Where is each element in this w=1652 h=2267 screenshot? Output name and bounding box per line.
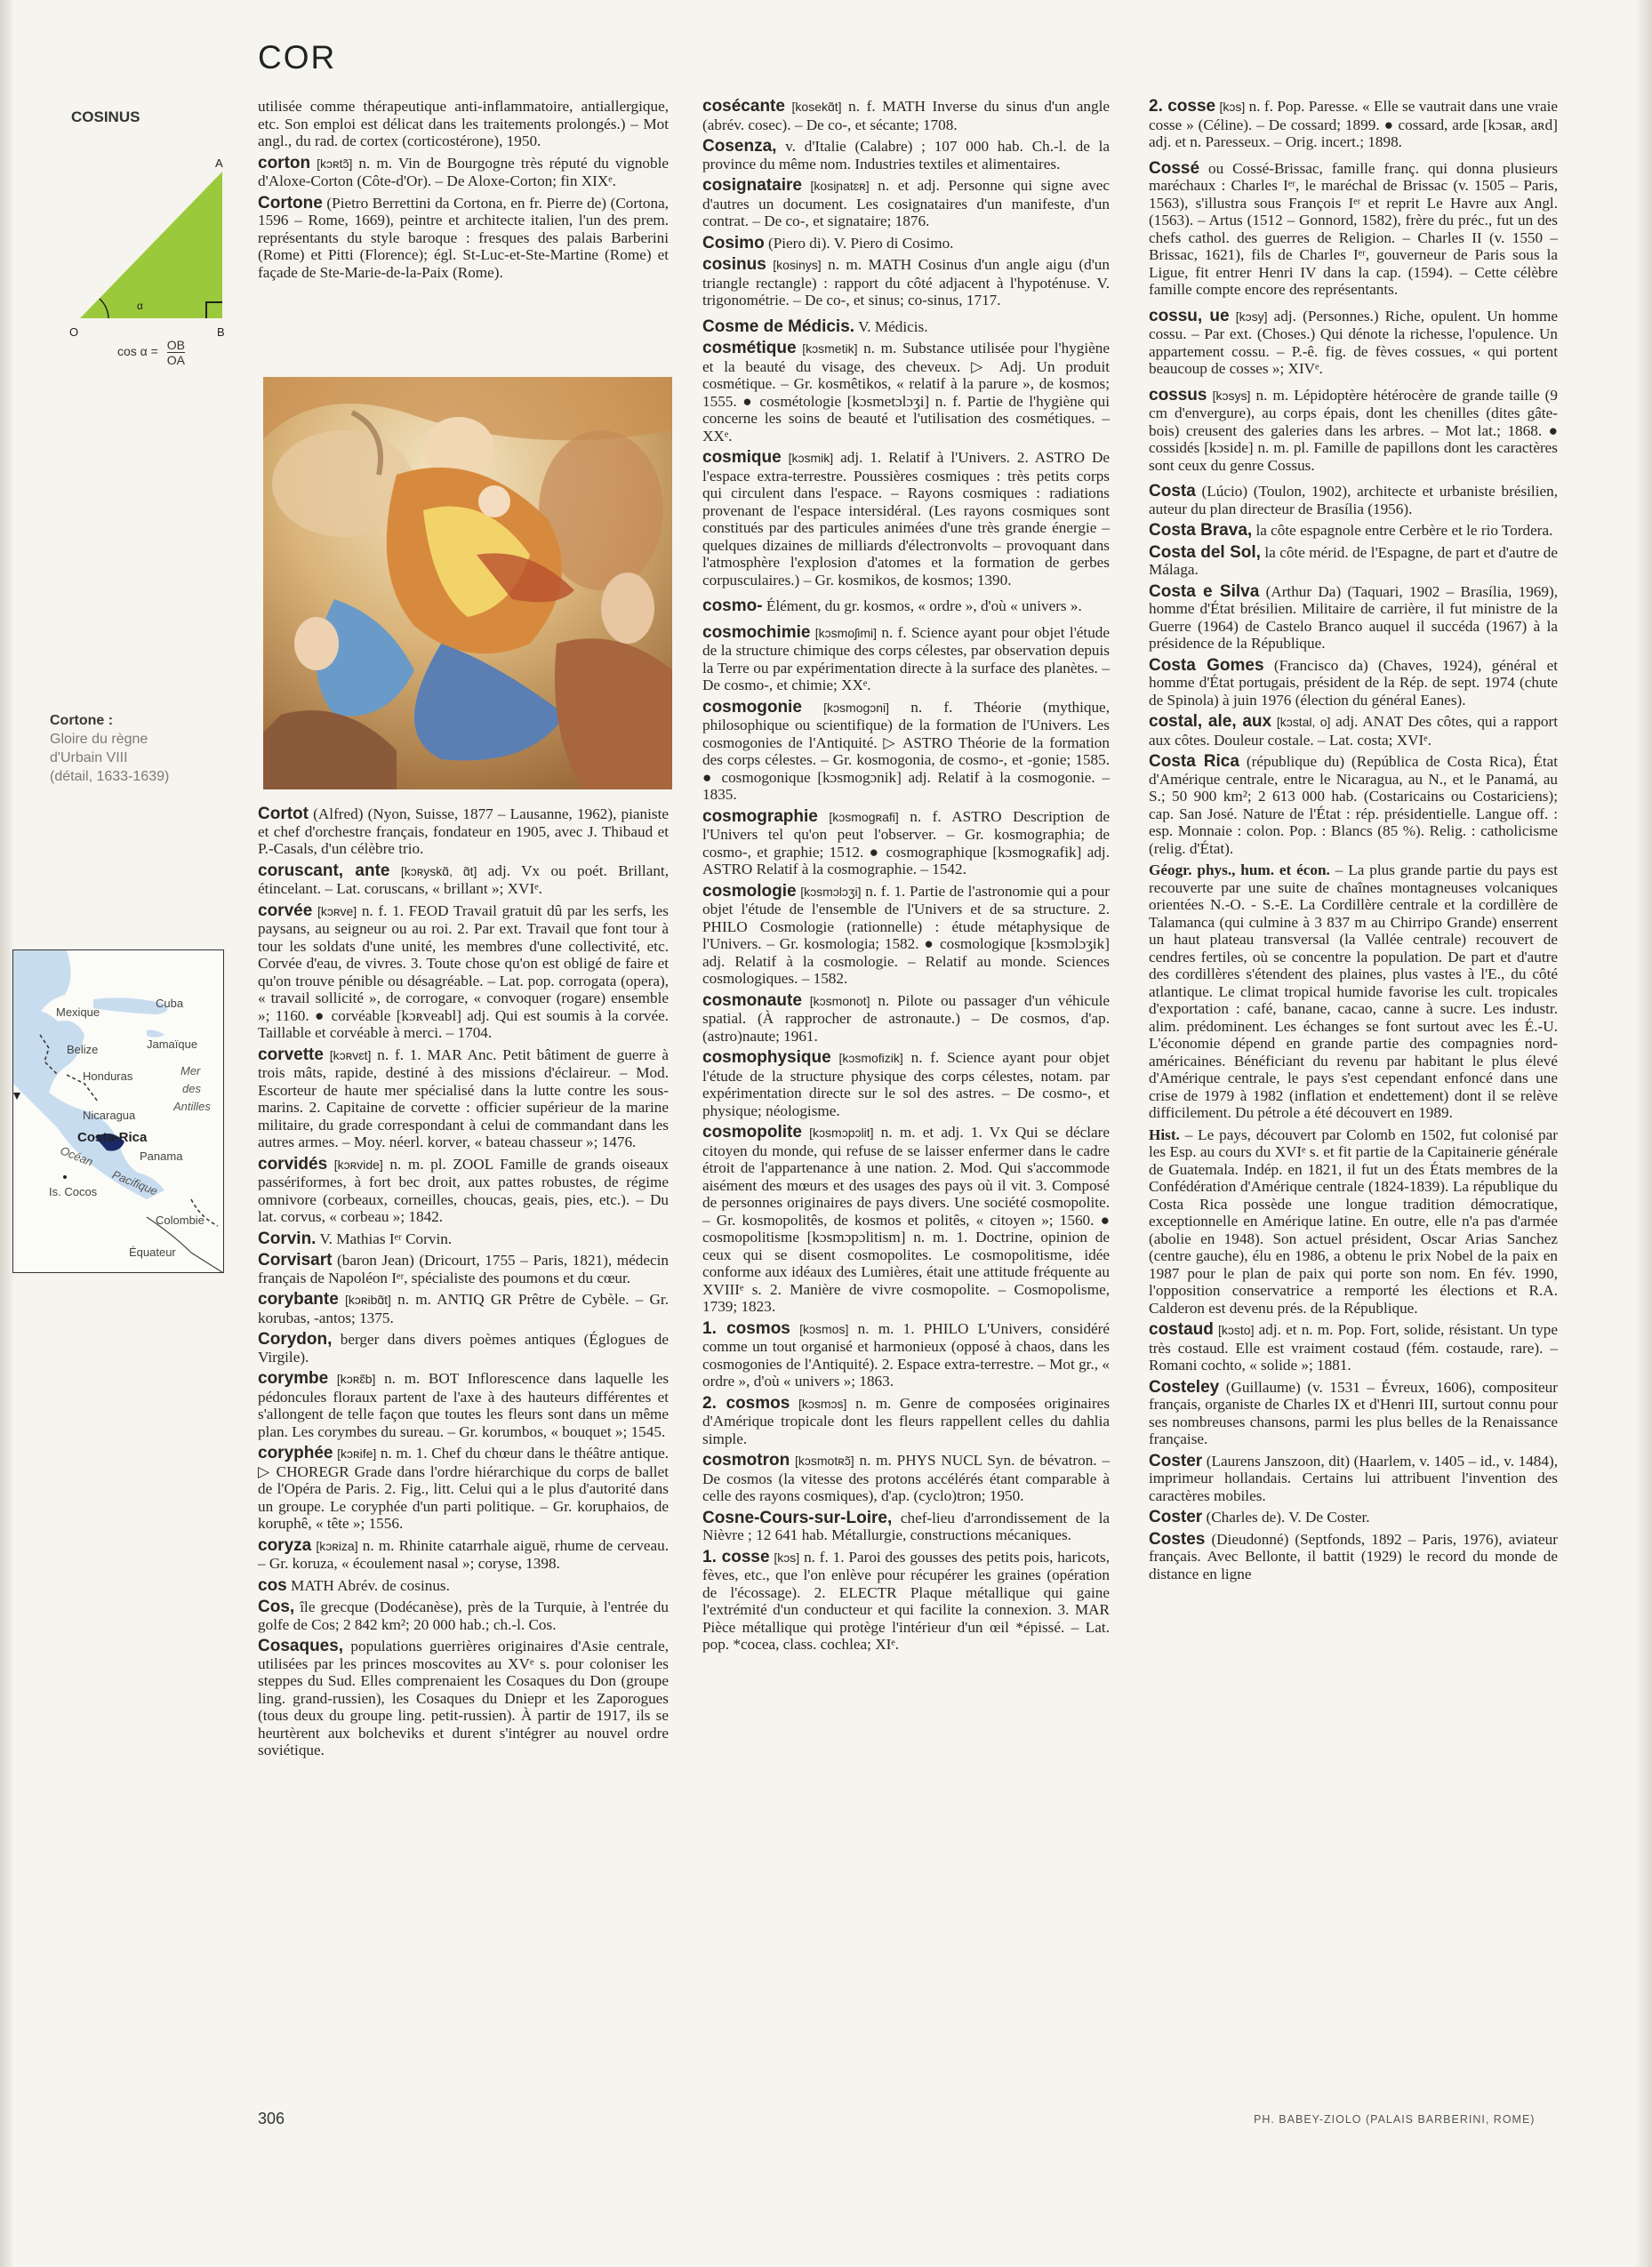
entry-costeley: Costeley (Guillaume) (v. 1531 – Évreux, 1606), compositeur français, organiste de Charles IX et d'Henri III, surtout connu pour ses nombreuses chansons, parmi les plus belles de la Renaissance française. — [1149, 1377, 1558, 1447]
triangle-shape — [80, 172, 222, 318]
entry-cosse-2: 2. cosse [kɔs] n. f. Pop. Paresse. « Elle se vautrait dans une vraie cosse » (Céline). – De cossard; 1899. ● cossard, arde [kɔsaʀ, aʀd] adj. et n. Paresseux. – Orig. incert.; 1898. — [1149, 97, 1559, 150]
angle-label: α — [137, 300, 143, 312]
cosinus-triangle-diagram — [53, 132, 231, 336]
entry-cosmos-2: 2. cosmos [kɔsmɔs] n. m. Genre de composées originaires d'Amérique tropicale dont les fleurs rappellent celles du dahlia simple. — [702, 1393, 1111, 1447]
entry-corton: corton [kɔʀtɔ̃] n. m. Vin de Bourgogne très réputé du vignoble d'Aloxe-Corton (Côte-d'Or). – De Aloxe-Corton; fin XIXᵉ. — [258, 153, 670, 189]
entry-cosmologie: cosmologie [kɔsmɔlɔʒi] n. f. 1. Partie de l'astronomie qui a pour objet l'étude de l'ensemble de l'Univers et de sa structure. 2. PHILO Cosmologie (rationnelle) : étude métaphysique de l'Univers. – Gr. kosmologia; 1582. ● cosmologique [kɔsmɔlɔʒik] adj. Relatif à la cosmologie. – Relatif au monde. Sciences cosmologiques. – 1582. — [702, 881, 1111, 987]
map-label-nicaragua: Nicaragua — [83, 1109, 136, 1122]
caption-line-3: (détail, 1633-1639) — [50, 769, 170, 784]
entry-cosne-cours-sur-loire: Cosne-Cours-sur-Loire, chef-lieu d'arrondissement de la Nièvre ; 12 641 hab. Métallurgie, constructions mécaniques. — [702, 1508, 1110, 1543]
entry-cosaques: Cosaques, populations guerrières originaires d'Asie centrale, utilisées par les princes moscovites au XVᵉ s. pour coloniser les steppes du Sud. Elles comprenaient les Cosaques du Don (groupe ling. grand-russien), les Cosaques du Dniepr et les Zaporogues (tous deux du groupe ling. petit-russien). À partir de 1917, ils se heurtèrent aux bolcheviks et durent s'intégrer au nouvel ordre soviétique. — [258, 1637, 669, 1758]
entry-corvette: corvette [kɔʀvɛt] n. f. 1. MAR Anc. Petit bâtiment de guerre à trois mâts, rapide, destiné à des missions d'éclaireur. – Mod. Escorteur de haute mer spécialisé dans la lutte contre les sous-marins. 2. Capitaine de corvette : officier supérieur de la marine militaire, du grade correspondant à celui de commandant dans les autres armes. – Moy. néerl. korver, « bateau chasseur »; 1476. — [258, 1045, 670, 1150]
entry-cosme-de-medicis: Cosme de Médicis. V. Médicis. — [702, 316, 928, 336]
entry-costaud: costaud [kɔsto] adj. et n. m. Pop. Fort, solide, résistant. Un type très costaud. Elle est vraiment costaud (fém. costaude, rare). – Romani cochto, « solide »; 1881. — [1149, 1320, 1558, 1374]
entry-cosmotron: cosmotron [kɔsmotʀɔ̃] n. m. PHYS NUCL Syn. de bévatron. – De cosmos (la vitesse des protons accélérés étant comparable à celle des rayons cosmiques), d'ap. (cyclo)tron; 1950. — [702, 1451, 1110, 1504]
entry-corybante: corybante [kɔʀibɑ̃t] n. m. ANTIQ GR Prêtre de Cybèle. – Gr. korubas, -antos; 1375. — [258, 1290, 670, 1326]
entry-cosmographie: cosmographie [kɔsmogʀafi] n. f. ASTRO Description de l'Univers tel qu'on peut l'observer. – Gr. kosmographia; de cosmo-, et graphie; 1512. ● cosmographique [kɔsmogʀafik] adj. ASTRO Relatif à la cosmographie. – 1542. — [702, 806, 1110, 877]
page-number: 306 — [258, 2110, 285, 2127]
entry-coryphee: coryphée [kɔʀife] n. m. 1. Chef du chœur dans le théâtre antique. ▷ CHOREGR Grade dans l'ordre hiérarchique du corps de ballet de l'Opéra de Paris. 2. Fig., litt. Celui qui a le plus d'autorité dans un groupe. Le coryphée d'un parti politique. – Gr. koruphaios, de koruphê, « tête »; 1556. — [258, 1444, 670, 1532]
cosinus-title: COSINUS — [71, 108, 140, 125]
map-label-mer: Mer — [180, 1064, 201, 1077]
cosinus-formula — [117, 338, 185, 367]
map-label-pacifique: Pacifique — [110, 1167, 160, 1198]
caption-line-2: d'Urbain VIII — [50, 750, 128, 765]
entry-costa-brava: Costa Brava, la côte espagnole entre Cerbère et le rio Tordera. — [1149, 521, 1553, 540]
costa-rica-locator-map — [12, 949, 224, 1273]
entry-cosmochimie: cosmochimie [kɔsmoʃimi] n. f. Science ayant pour objet l'étude de la structure chimique des corps célestes, par observation depuis la Terre ou par expérimentation directe à la surface des planètes. – De cosmo-, et chimie; XXᵉ. — [702, 622, 1111, 693]
entry-cosmique: cosmique [kɔsmik] adj. 1. Relatif à l'Univers. 2. ASTRO De l'espace extra-terrestre. Poussières cosmiques : très petits corps qui circulent dans l'espace. – Rayons cosmiques : radiations provenant de l'espace intersidéral. (Les rayons cosmiques sont constitués par des particules animées d'une très grande énergie – quelques dizaines de milliards d'électronvolts – provoquant dans l'atmosphère l'explosion d'atomes et la formation de gerbes corpusculaires.) – Gr. kosmikos, de kosmos; 1390. — [702, 448, 1111, 589]
map-label-equateur: Équateur — [129, 1246, 176, 1259]
painting-illustration — [263, 377, 672, 789]
entry-coster-laurens: Coster (Laurens Janszoon, dit) (Haarlem, v. 1405 – id., v. 1484), imprimeur hollandais. Certains lui attribuent l'invention des caractères mobiles. — [1149, 1451, 1559, 1504]
map-label-mexique: Mexique — [56, 1005, 100, 1019]
entry-cosmos-1: 1. cosmos [kɔsmos] n. m. 1. PHILO L'Univers, considéré comme un tout organisé et harmonieux (opposé à chaos, dans les cosmogonies de l'Antiquité). 2. Espace extra-terrestre. – Mot gr., « ordre », d'où « univers »; 1863. — [702, 1318, 1111, 1390]
running-header: COR — [258, 39, 337, 76]
map-label-honduras: Honduras — [83, 1069, 133, 1083]
entry-cortot: Cortot (Alfred) (Nyon, Suisse, 1877 – Lausanne, 1962), pianiste et chef d'orchestre français, fondateur en 1905, avec J. Thibaud et P.-Casals, d'un célèbre trio. — [258, 805, 670, 857]
entry-cossu: cossu, ue [kɔsy] adj. (Personnes.) Riche, opulent. Un homme cossu. – Par ext. (Choses.) Qui dénote la richesse, l'opulence. Un appartement cossu. – P.-ê. fig. de fèves cossues, « qui portent beaucoup de cosses »; XIVᵉ. — [1149, 306, 1558, 377]
entry-costa: Costa (Lúcio) (Toulon, 1902), architecte et urbaniste brésilien, auteur du plan directeur de Brasília (1956). — [1149, 482, 1558, 517]
map-label-panama: Panama — [140, 1150, 183, 1163]
entry-coster-charles: Coster (Charles de). V. De Coster. — [1149, 1508, 1370, 1526]
entry-costa-rica: Costa Rica (république du) (República de Costa Rica), État d'Amérique centrale, entre le Nicaragua, au N., et le Panamá, au S.; 50 900 km²; 2 613 000 hab. (Costaricains ou Costariciens); cap. San José. Nature de l'État : rép. présidentielle. Langue off. : esp. Monnaie : colon. Pop. : Blancs (85 %). Relig. : catholicisme (relig. d'État). — [1149, 752, 1559, 857]
vertex-b-label: B — [217, 325, 225, 336]
entry-corvee: corvée [kɔʀve] n. f. 1. FEOD Travail gratuit dû par les serfs, les paysans, au seigneur ou au roi. 2. Par ext. Travail que font tour à tour les soldats d'une unité, les membres d'une collectivité, etc. Corvée d'eau, de vivres. 3. Toute chose qu'on est obligé de faire et qu'on trouve pénible ou désagréable. – Lat. pop. corrogata (opera), « travail sollicité », de corrogare, « convoquer (rogare) ensemble »; 1160. ● corvéable [kɔʀveabl] adj. Qui est soumis à la corvée. Taillable et corvéable à merci. – 1704. — [258, 901, 670, 1041]
entry-cosecante: cosécante [kosekɑ̃t] n. f. MATH Inverse du sinus d'un angle (abrév. cosec). – De co-, et sécante; 1708. — [702, 97, 1110, 133]
column-3 — [1149, 98, 1558, 1587]
entry-costa-gomes: Costa Gomes (Francisco da) (Chaves, 1924), général et homme d'État portugais, président de la Rép. de sept. 1974 (chute de Spinola) à juin 1976 (élection du général Eanes). — [1149, 655, 1559, 709]
entry-coruscant: coruscant, ante [kɔʀyskɑ̃, ɑ̃t] adj. Vx ou poét. Brillant, étincelant. – Lat. coruscans, « brillant »; XVIᵉ. — [258, 861, 670, 897]
column-1-top — [258, 98, 669, 285]
entry-cos: cos MATH Abrév. de cosinus. — [258, 1575, 450, 1595]
map-label-cuba: Cuba — [156, 997, 184, 1010]
cortone-painting-image — [263, 377, 672, 789]
entry-cosinus: cosinus [kosinys] n. m. MATH Cosinus d'un angle aigu (d'un triangle rectangle) : rapport du côté adjacent à l'hypoténuse. V. trigonométrie. – De co-, et sinus; co-sinus, 1717. — [702, 255, 1110, 308]
column-1-bottom — [258, 805, 669, 1764]
map-label-antilles: Antilles — [173, 1100, 211, 1113]
map-label-jamaique: Jamaïque — [147, 1037, 198, 1051]
entry-corvin: Corvin. V. Mathias Iᵉʳ Corvin. — [258, 1229, 453, 1248]
entry-cosmophysique: cosmophysique [kɔsmofizik] n. f. Science ayant pour objet l'étude de la structure physique des corps célestes, notam. par expérimentation directe sur le sol des astres. – De cosmo-, et physique; néologisme. — [702, 1048, 1111, 1119]
entry-cossus: cossus [kɔsys] n. m. Lépidoptère hétérocère de grande taille (9 cm d'envergure), au corps épais, dont les chenilles (dites gâte-bois) creusent des galeries dans les arbres. – Mot lat.; 1868. ● cossidés [kɔside] n. m. pl. Famille de papillons dont les caractères sont ceux du genre Cossus. — [1149, 385, 1559, 474]
entry-cosimo: Cosimo (Piero di). V. Piero di Cosimo. — [702, 233, 954, 252]
entry-cosse-brissac: Cossé ou Cossé-Brissac, famille franç. qui donna plusieurs maréchaux : Charles Iᵉʳ, le maréchal de Brissac (v. 1505 – Paris, 1563), s'illustra sous François Iᵉʳ et reprit Le Havre aux Angl. (1563). – Artus (1512 – Gonnord, 1582), frère du préc., fut un des chefs cathol. des guerres de Religion. – Charles II (v. 1550 – Brissac, 1621), fils de Charles Iᵉʳ, gouverneur de Paris sous la Ligue, fit entrer Henri IV dans la cap. (1594). – Cette célèbre famille compte encore des représentants. — [1149, 158, 1559, 298]
entry-costa-del-sol: Costa del Sol, la côte mérid. de l'Espagne, de part et d'autre de Málaga. — [1149, 542, 1559, 578]
page-edge-shadow — [0, 0, 12, 2267]
cosinus-figure — [53, 105, 231, 398]
entry-corymbe: corymbe [kɔʀɛ̃b] n. m. BOT Inflorescence dans laquelle les pédoncules floraux partent de l'axe à des hauteurs différentes et s'allongent de telle façon que toutes les fleurs sont dans un même plan. Les corymbes du sureau. – Gr. korumbos, « bouquet »; 1545. — [258, 1369, 670, 1440]
entry-cosmopolite: cosmopolite [kɔsmɔpɔlit] n. m. et adj. 1. Vx Qui se déclare citoyen du monde, qui refuse de se laisser enfermer dans le cadre étroit de l'appartenance à une nation. 2. Mod. Qui s'accommode aisément des mœurs et des usages des pays où il vit. 3. Composé de personnes originaires de pays divers. Une société cosmopolite. – Gr. kosmopolitês, de kosmos et politês, « citoyen »; 1560. ● cosmopolitisme [kɔsmɔpɔlitism] n. m. 1. Doctrine, opinion de ceux qui se disent cosmopolites. Le cosmopolitisme, idée conforme aux idéaux des Lumières, était une attitude fréquente au XVIIIᵉ s. 2. Manière de vivre cosmopolite. – Cosmopolisme, 1739; 1823. — [702, 1123, 1111, 1315]
painting-caption — [50, 711, 228, 786]
entry-corvides: corvidés [kɔʀvide] n. m. pl. ZOOL Famille de grands oiseaux passériformes, à fort bec droit, aux pattes robustes, de régime omnivore (corbeaux, corneilles, choucas, geais, pies, etc.). – Du lat. corvus, « corbeau »; 1842. — [258, 1154, 669, 1225]
entry-corydon: Corydon, berger dans divers poèmes antiques (Églogues de Virgile). — [258, 1330, 669, 1366]
entry-cosignataire: cosignataire [kosiɲatɛʀ] n. et adj. Personne qui signe avec d'autres un document. Les cosignataires d'un manifeste, d'un contrat. – De co-, et signataire; 1876. — [702, 176, 1111, 229]
caption-title: Cortone : — [50, 713, 114, 728]
page-edge-right — [1636, 0, 1652, 2267]
formula-left: cos α = — [117, 344, 158, 359]
entry-cosmogonie: cosmogonie [kɔsmogɔni] n. f. Théorie (mythique, philosophique ou scientifique) de la formation de l'Univers. Les cosmogonies de l'Antiquité. ▷ ASTRO Théorie de la formation des corps célestes. – Gr. kosmogonia, de cosmo-, et -gonie; 1585. ● cosmogonique [kɔsmogɔnik] adj. Relatif à la cosmogonie. – 1835. — [702, 697, 1110, 803]
map-label-colombie: Colombie — [156, 1214, 204, 1227]
entry-costa-rica-geographie: Géogr. phys., hum. et écon. – La plus grande partie du pays est recouverte par une suite de chaînes montagneuses volcaniques orientées N.-O. - S.-E. La Cordillère centrale et la cordillère de Talamanca (qui culmine à 3 837 m au Chirripo Grande) enserrent un haut plateau transversal (la Vallée centrale) recouvert de cendres fertiles, où se concentre la population. De part et d'autre des cordillères s'étendent des plaines, plus vastes à l'E., du côté atlantique. Le climat tropical humide favorise les cult. tropicales d'exportation : café, banane, cacao, canne à sucre. Les industr. alim. prédominent. Les échanges se font surtout avec les É.-U. L'économie dépend en grande partie des compagnies nord-américaines. Bénéficiant du revenu par habitant le plus élevé d'Amérique centrale, le pays s'est cependant enfoncé dans une crise de 1979 à 1982 (inflation et endettement) dont il se relève difficilement. Du pétrole a été découvert en 1989. — [1149, 861, 1558, 1121]
column-2 — [702, 98, 1110, 1658]
formula-fraction — [167, 338, 185, 367]
entry-corvisart: Corvisart (baron Jean) (Dricourt, 1755 – Paris, 1821), médecin français de Napoléon Iᵉʳ, spécialiste des poumons et du cœur. — [258, 1251, 670, 1286]
entry-cosmetique: cosmétique [kɔsmetik] n. m. Substance utilisée pour l'hygiène et la beauté du visage, des cheveux. ▷ Adj. Un produit cosmétique. – Gr. kosmêtikos, « relatif à la parure », de kosmos; 1555. ● cosmétologie [kɔsmetɔlɔʒi] n. f. Partie de l'hygiène qui concerne les soins de beauté et l'utilisation des cosmétiques. – XXᵉ. — [702, 339, 1111, 445]
map-label-des: des — [182, 1082, 201, 1095]
entry-costa-rica-histoire: Hist. – Le pays, découvert par Colomb en 1502, fut colonisé par les Esp. au cours du XVIᵉ s. et fit partie de la Capitainerie générale de Guatemala. Indép. en 1821, il fut un des États membres de la Confédération d'Amérique centrale (1824-1839). La république du Costa Rica possède une longue tradition démocratique, exceptionnelle en Amérique latine. En outre, elle n'a pas d'armée (abolie en 1948). Son actuel président, Oscar Arias Sanchez (centre gauche), élu en 1986, a obtenu le prix Nobel de la paix en 1987 pour le plan de paix qui porte son nom. En fév. 1990, l'opposition conservatrice a remporté les élections et R.A. Calderon est devenu prés. de la République. — [1149, 1125, 1558, 1317]
entry-cosmonaute: cosmonaute [kɔsmonot] n. Pilote ou passager d'un véhicule spatial. (À rapprocher de astronaute.) – De cosmos, d'ap. (astro)naute; 1961. — [702, 990, 1110, 1045]
map-label-ocean: Océan — [58, 1143, 95, 1169]
entry-cosenza: Cosenza, v. d'Italie (Calabre) ; 107 000 hab. Ch.-l. de la province du même nom. Industries textiles et alimentaires. — [702, 137, 1111, 172]
formula-denominator: OA — [166, 353, 185, 367]
map-label-belize: Belize — [67, 1043, 99, 1056]
entry-costa-e-silva: Costa e Silva (Arthur Da) (Taquari, 1902 – Brasília, 1969), homme d'État brésilien. Militaire de carrière, il fut ministre de la Guerre (1964) de Castelo Branco auquel il succéda (1967) à la présidence de la République. — [1149, 581, 1558, 652]
entry-cortone: Cortone (Pietro Berrettini da Cortona, en fr. Pierre de) (Cortona, 1596 – Rome, 1669), peintre et architecte italien, l'un des prem. représentants du style baroque : fresques des palais Barberini (Rome) et Pitti (Florence); égl. St-Luc-et-Ste-Martine (Rome) et façade de Ste-Marie-de-la-Paix (Rome). — [258, 193, 670, 281]
vertex-a-label: A — [215, 156, 223, 170]
map-label-costa-rica: Costa-Rica — [77, 1130, 148, 1145]
vertex-o-label: O — [69, 325, 79, 336]
entry-costes: Costes (Dieudonné) (Septfonds, 1892 – Paris, 1976), aviateur français. Avec Bellonte, il battit (1929) le record du monde de distance en ligne — [1149, 1529, 1559, 1582]
entry-cosmo: cosmo- Élément, du gr. kosmos, « ordre », d'où « univers ». — [702, 597, 1082, 615]
entry-cont: utilisée comme thérapeutique anti-inflammatoire, antiallergique, etc. Son emploi est délicat dans les traitements prolongés.) – Mot angl., du rad. de cortex (corticostérone), 1950. — [258, 98, 669, 149]
photo-credit: PH. BABEY-ZIOLO (PALAIS BARBERINI, ROME) — [1254, 2113, 1536, 2126]
entry-cosse-1: 1. cosse [kɔs] n. f. 1. Paroi des gousses des petits pois, haricots, fèves, etc., que l'on enlève pour récupérer les graines (opération de l'écossage). 2. ELECTR Plaque métallique qui gaine l'extrémité d'un conducteur et qui facilite la connexion. 3. MAR Pièce métallique qui protège l'intérieur d'un œil *épissé. – Lat. pop. *cocea, class. cochlea; XIᵉ. — [702, 1547, 1111, 1653]
entry-costal: costal, ale, aux [kɔstal, o] adj. ANAT Des côtes, qui a rapport aux côtes. Douleur costale. – Lat. costa; XVIᵉ. — [1149, 712, 1559, 749]
map-label-cocos: Is. Cocos — [49, 1185, 98, 1198]
caption-line-1: Gloire du règne — [50, 732, 148, 747]
entry-coryza: coryza [kɔʀiza] n. m. Rhinite catarrhale aiguë, rhume de cerveau. – Gr. koruza, « écoulement nasal »; coryse, 1398. — [258, 1535, 669, 1572]
formula-numerator: OB — [166, 338, 185, 352]
entry-cos-ile: Cos, île grecque (Dodécanèse), près de la Turquie, à l'entrée du golfe de Cos; 2 842 km²; 20 000 hab.; ch.-l. Cos. — [258, 1598, 669, 1633]
